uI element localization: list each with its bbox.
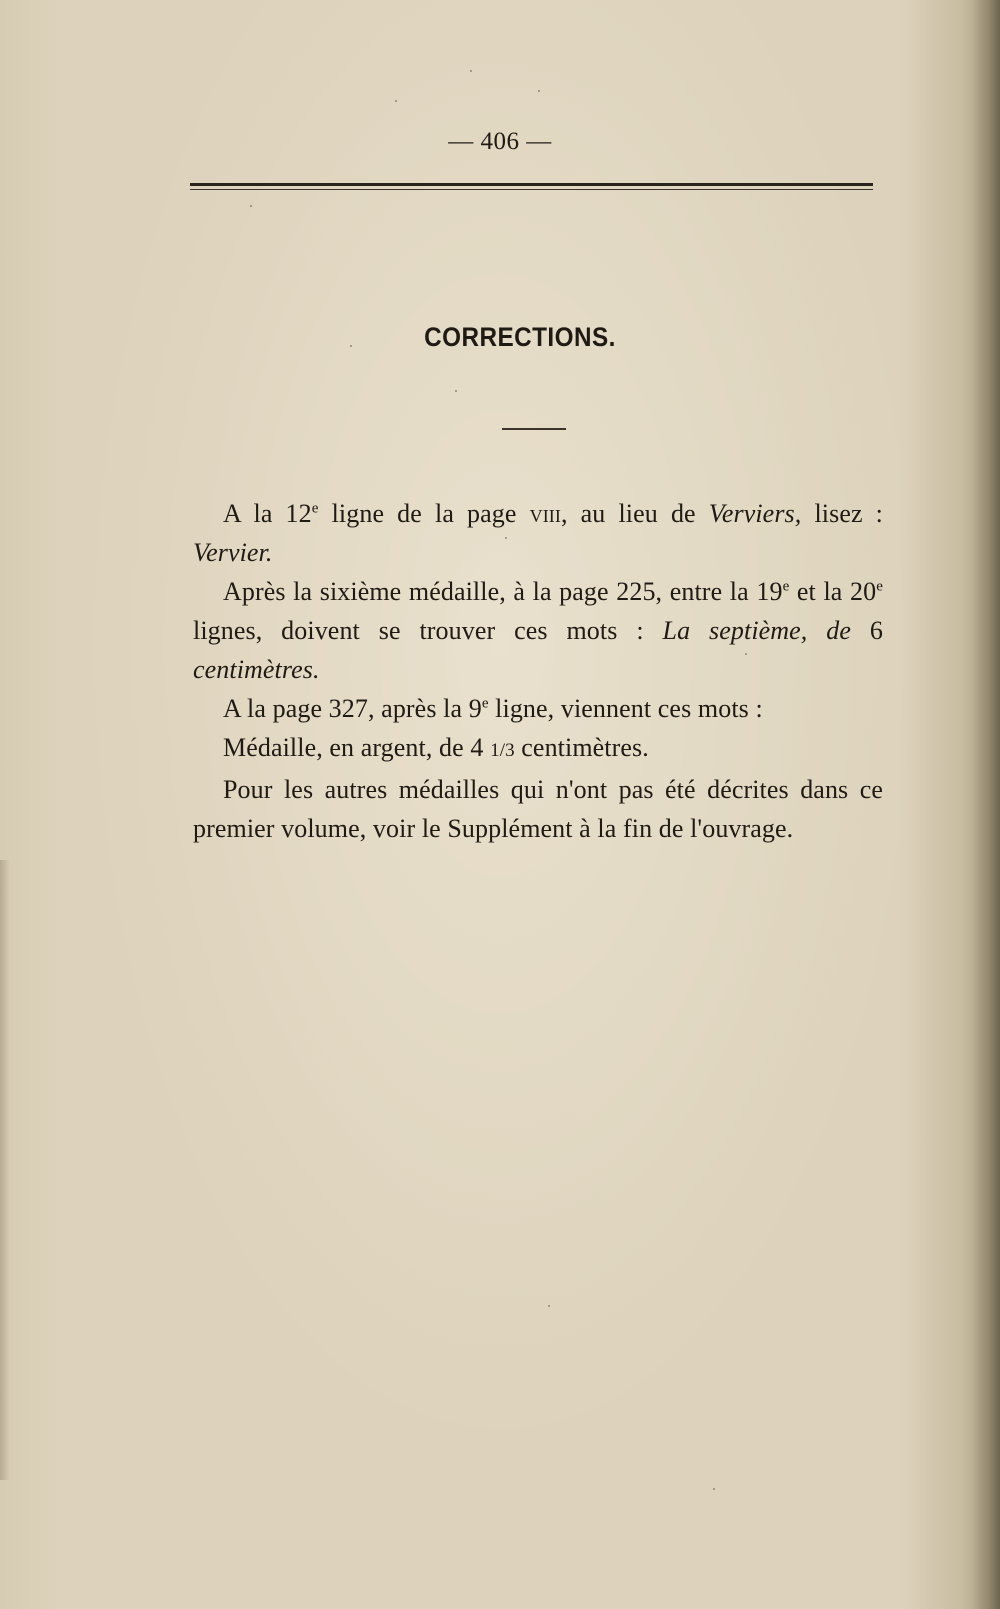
text-run: et la 20 [789, 577, 877, 606]
page-right-edge-shadow [972, 0, 1000, 1609]
text-run: , au lieu de [560, 499, 709, 528]
italic-text: Verviers, [708, 499, 802, 528]
text-run: 6 [851, 616, 884, 645]
text-run: Médaille, en argent, de 4 [223, 733, 491, 762]
superscript: e [876, 578, 883, 595]
text-run: ligne de la page [318, 499, 530, 528]
section-heading: CORRECTIONS. [424, 322, 616, 352]
correction-paragraph-2 [193, 572, 883, 689]
text-run: Pour les autres médailles qui n'ont pas été décrites dans ce premier volume, voir le Supplément à la fin de l'ouvrage. [193, 775, 883, 843]
italic-text: Vervier. [193, 538, 273, 567]
roman-numeral: viii [529, 499, 561, 528]
text-run: lisez : [801, 499, 883, 528]
correction-paragraph-4 [193, 728, 883, 770]
italic-text: centimètres. [193, 655, 320, 684]
text-run: A la page 327, après la 9 [223, 694, 482, 723]
text-run: centimètres. [514, 733, 649, 762]
correction-paragraph-5 [193, 770, 883, 848]
page-left-edge-shadow [0, 860, 10, 1480]
paper-speck [250, 205, 252, 207]
superscript: e [311, 500, 319, 517]
page-number: — 406 — [448, 128, 552, 155]
superscript: e [782, 578, 790, 595]
paper-speck [395, 100, 397, 102]
paper-speck [470, 70, 472, 72]
paper-speck [455, 390, 457, 392]
fraction: 1/3 [490, 740, 515, 761]
text-run: lignes, doivent se trouver ces mots : [193, 616, 663, 645]
corrections-text [193, 494, 883, 848]
paper-speck [548, 1305, 550, 1307]
paper-speck [538, 90, 540, 92]
paper-speck [713, 1488, 715, 1490]
correction-paragraph-3 [193, 689, 883, 728]
heading-divider [502, 428, 566, 430]
header-rule-thick [190, 183, 873, 186]
text-run: A la 12 [223, 499, 312, 528]
header-rule-thin [190, 189, 873, 190]
text-run: Après la sixième médaille, à la page 225, entre la 19 [223, 577, 783, 606]
text-run: ligne, viennent ces mots : [488, 694, 763, 723]
correction-paragraph-1 [193, 494, 883, 572]
superscript: e [481, 695, 489, 712]
italic-text: La septième, de [662, 616, 852, 645]
